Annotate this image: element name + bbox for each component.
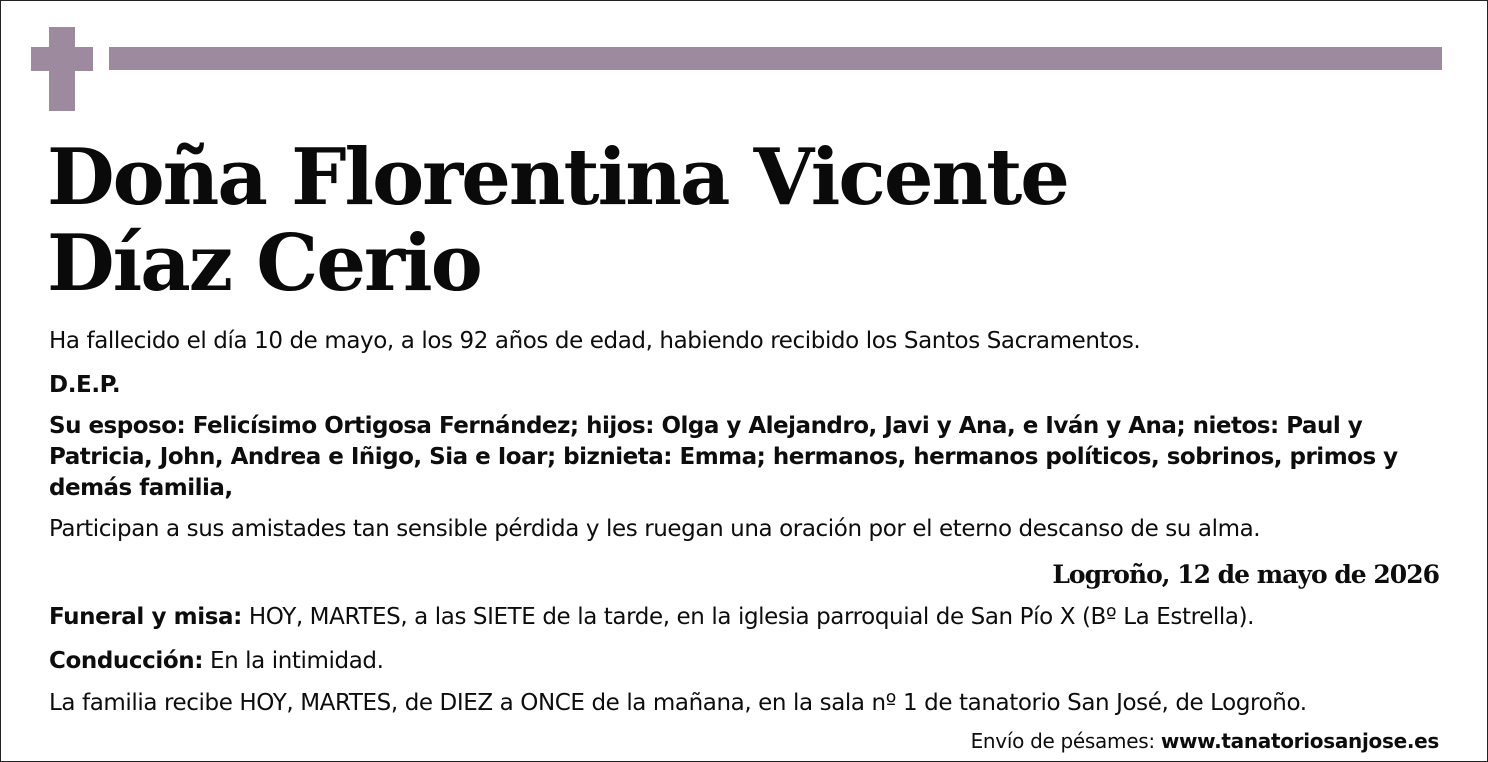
conduction-label: Conducción:: [49, 648, 204, 674]
dep-label: D.E.P.: [49, 372, 121, 398]
reception-info: La familia recibe HOY, MARTES, de DIEZ a ONCE de la mañana, en la sala nº 1 de tanatorio San José, de Logroño.: [49, 690, 1307, 716]
deceased-name-line-1: Doña Florentina Vicente: [47, 132, 1068, 223]
cross-horizontal-bar: [31, 47, 93, 71]
conduction-text: En la intimidad.: [203, 648, 384, 674]
conduction-info: [49, 645, 384, 677]
death-announcement: Ha fallecido el día 10 de mayo, a los 92 años de edad, habiendo recibido los Santos Sacramentos.: [49, 328, 1141, 354]
cross-icon: [31, 27, 93, 111]
header-rule: [109, 47, 1442, 70]
deceased-name-line-2: Díaz Cerio: [47, 218, 481, 309]
funeral-text: HOY, MARTES, a las SIETE de la tarde, en la iglesia parroquial de San Pío X (Bº La Estrella).: [241, 604, 1255, 630]
place-date: Logroño, 12 de mayo de 2026: [1052, 560, 1439, 589]
prayer-request: Participan a sus amistades tan sensible pérdida y les ruegan una oración por el eterno descanso de su alma.: [49, 516, 1261, 542]
condolences-label: Envío de pésames:: [970, 729, 1161, 753]
funeral-label: Funeral y misa:: [49, 604, 242, 630]
condolences-footer: [971, 727, 1439, 755]
deceased-name: [47, 132, 1068, 309]
funeral-info: [49, 601, 1254, 633]
condolences-link[interactable]: www.tanatoriosanjose.es: [1160, 729, 1439, 753]
family-list: Su esposo: Felicísimo Ortigosa Fernández; hijos: Olga y Alejandro, Javi y Ana, e Iván y Ana; nietos: Paul y Patricia, John, Andrea e Iñigo, Sia e Ioar; biznieta: Emma; hermanos, hermanos políticos, sobrinos, primos y demás familia,: [49, 413, 1398, 501]
